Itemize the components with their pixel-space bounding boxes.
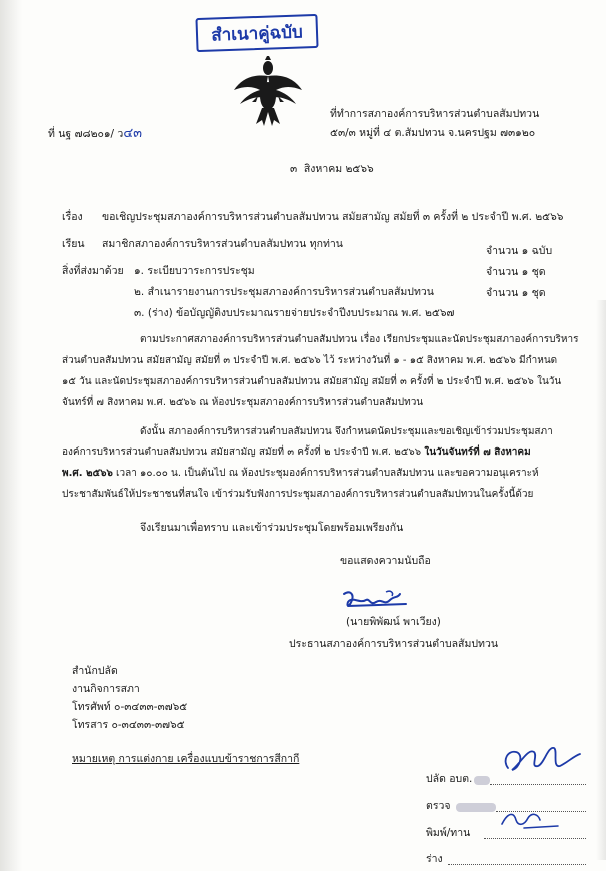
department-phone: โทรศัพท์ ๐-๓๔๓๓-๓๗๖๕ [72, 701, 188, 713]
enclosure-qty: จำนวน ๑ ฉบับ [486, 245, 553, 257]
dress-code-note: หมายเหตุ การแต่งกาย เครื่องแบบข้าราชการสีกากี [72, 753, 300, 765]
enclosure-qty: จำนวน ๑ ชุด [486, 266, 546, 278]
subject-text: ขอเชิญประชุมสภาองค์การบริหารส่วนตำบลสัมปทวน สมัยสามัญ สมัยที่ ๓ ครั้งที่ ๒ ประจำปี พ.ศ. ๒๕๖๖ [102, 211, 564, 223]
paragraph-2-text: องค์การบริหารส่วนตำบลสัมปทวน สมัยสามัญ สมัยที่ ๓ ครั้งที่ ๒ ประจำปี พ.ศ. ๒๕๖๖ [62, 447, 425, 458]
meeting-date-highlight: ในวันจันทร์ที่ ๗ สิงหาคม [424, 447, 531, 458]
recipient-text: สมาชิกสภาองค์การบริหารส่วนตำบลสัมปทวน ทุกท่าน [102, 238, 343, 250]
paragraph-2-text: เวลา ๑๐.๐๐ น. เป็นต้นไป ณ ห้องประชุมองค์การบริหารส่วนตำบลสัมปทวน และขอความอนุเคราะห์ [112, 468, 539, 479]
document-number-text: ที่ นฐ ๗๘๒๐๑/ ว [48, 128, 124, 140]
date-day: ๓ [290, 163, 298, 175]
redacted-mark [474, 776, 490, 785]
paragraph-1-line: จันทร์ที่ ๗ สิงหาคม พ.ศ. ๒๕๖๖ ณ ห้องประชุมสภาองค์การบริหารส่วนตำบลสัมปทวน [62, 397, 424, 408]
department-unit: งานกิจการสภา [72, 683, 140, 695]
closing-request: จึงเรียนมาเพื่อทราบ และเข้าร่วมประชุมโดยพร้อมเพรียงกัน [140, 522, 404, 534]
paragraph-1-line: ส่วนตำบลสัมปทวน สมัยสามัญ สมัยที่ ๓ ประจำปี พ.ศ. ๒๕๖๖ ไว้ ระหว่างวันที่ ๑ - ๑๕ สิงหาคม พ.ศ. ๒๕๖๖ มีกำหนด [62, 355, 558, 366]
enclosure-item: ๑. ระเบียบวาระการประชุม [134, 265, 255, 277]
redacted-mark [456, 803, 496, 812]
closing-salutation: ขอแสดงความนับถือ [340, 555, 431, 567]
signer-name: (นายพิพัฒน์ พาเวียง) [346, 616, 441, 628]
department-fax: โทรสาร ๐-๓๔๓๓-๓๗๖๕ [72, 719, 185, 731]
signer-title: ประธานสภาองค์การบริหารส่วนตำบลสัมปทวน [289, 638, 499, 650]
paragraph-2-line [62, 467, 539, 481]
recipient-label: เรียน [62, 238, 85, 250]
enclosure-qty: จำนวน ๑ ชุด [486, 287, 546, 299]
initial-signature-icon [494, 806, 564, 832]
approval-row-label: พิมพ์/ทาน [426, 827, 471, 839]
approval-dotted-line [490, 784, 586, 785]
paragraph-2-line: ประชาสัมพันธ์ให้ประชาชนที่สนใจ เข้าร่วมรับฟังการประชุมสภาองค์การบริหารส่วนตำบลสัมปทวนในครั้งนี้ด้วย [62, 489, 534, 500]
paragraph-2-line: ดังนั้น สภาองค์การบริหารส่วนตำบลสัมปทวน จึงกำหนดนัดประชุมและขอเชิญเข้าร่วมประชุมสภา [140, 426, 553, 437]
garuda-emblem-icon [232, 56, 304, 130]
approval-dotted-line [484, 838, 586, 839]
signature-icon [340, 588, 414, 614]
enclosures-label: สิ่งที่ส่งมาด้วย [62, 265, 124, 277]
office-address-line2: ๕๓/๓ หมู่ที่ ๔ ต.สัมปทวน จ.นครปฐม ๗๓๑๒๐ [330, 127, 536, 139]
enclosure-item: ๓. (ร่าง) ข้อบัญญัติงบประมาณรายจ่ายประจำปีงบประมาณ พ.ศ. ๒๕๖๗ [134, 307, 455, 319]
document-number-handwritten: ๔๓ [123, 126, 143, 141]
subject-label: เรื่อง [62, 211, 83, 223]
paragraph-1-line: ตามประกาศสภาองค์การบริหารส่วนตำบลสัมปทวน เรื่อง เรียกประชุมและนัดประชุมสภาองค์การบริหาร [140, 334, 579, 345]
approval-row-label: ตรวจ [426, 800, 451, 812]
approval-row-label: ร่าง [426, 853, 443, 865]
approval-row-label: ปลัด อบต. [426, 773, 473, 785]
enclosure-item: ๒. สำเนารายงานการประชุมสภาองค์การบริหารส่วนตำบลสัมปทวน [134, 286, 434, 298]
department-office: สำนักปลัด [72, 665, 118, 677]
initial-signature-icon [494, 738, 584, 782]
paragraph-2-line [62, 446, 531, 460]
document-number [48, 127, 142, 141]
document-date [290, 162, 374, 176]
date-month-year: สิงหาคม ๒๕๖๖ [303, 163, 374, 175]
meeting-year-highlight: พ.ศ. ๒๕๖๖ [62, 468, 113, 479]
approval-dotted-line [448, 864, 586, 865]
copy-stamp: สำเนาคู่ฉบับ [195, 14, 318, 52]
office-address-line1: ที่ทำการสภาองค์การบริหารส่วนตำบลสัมปทวน [330, 108, 540, 120]
paragraph-1-line: ๑๕ วัน และนัดประชุมสภาองค์การบริหารส่วนตำบลสัมปทวน สมัยสามัญ สมัยที่ ๓ ครั้งที่ ๒ ประจำปี พ.ศ. ๒๕๖๖ ในวัน [62, 376, 562, 387]
scan-edge-shadow [0, 0, 22, 871]
scan-fold-shadow [596, 300, 606, 860]
